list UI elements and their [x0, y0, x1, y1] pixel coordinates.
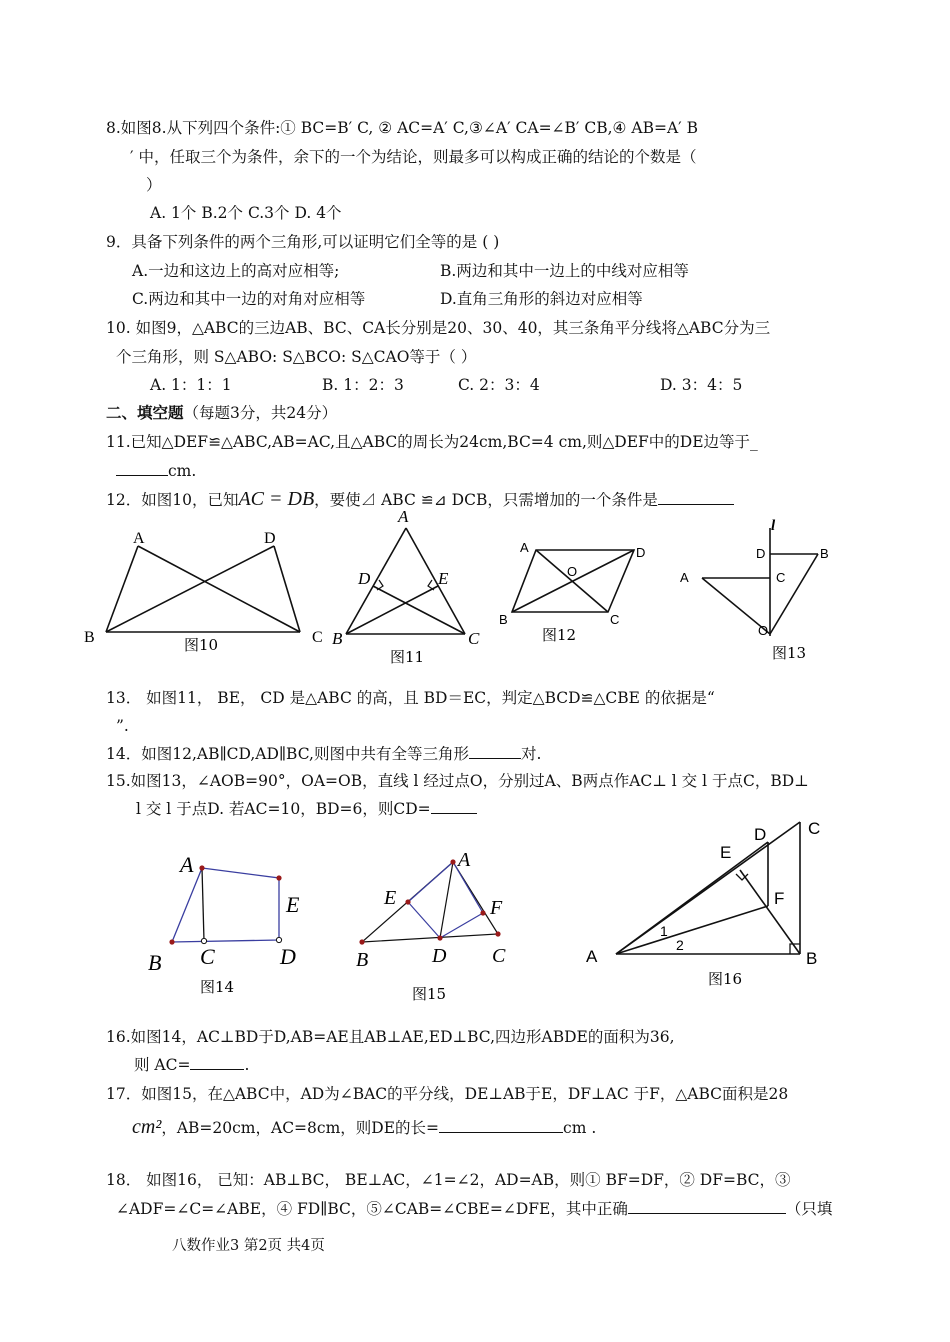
q15-text: l 交 l 于点D. 若AC=10，BD=6，则CD=	[136, 800, 431, 818]
q17-unit: cm²	[132, 1116, 162, 1138]
q16-answer-blank[interactable]	[190, 1055, 244, 1070]
fig15-label-d: D	[432, 945, 447, 967]
q17-answer-blank[interactable]	[439, 1118, 563, 1133]
q8-line1: 8.如图8.从下列四个条件:① BC=B′ C, ② AC=A′ C,③∠A′ CA=∠B′ CB,④ AB=A′ B	[106, 119, 698, 137]
fig16-label-angle2: 2	[676, 937, 684, 953]
fig12-label-d: D	[636, 545, 646, 560]
q13-line1: 13． 如图11， BE， CD 是△ABC 的高，且 BD＝EC，判定△BCD≌△CBE 的依据是“	[106, 689, 715, 707]
fig11-label-e: E	[438, 569, 449, 588]
q17-tail: cm .	[563, 1119, 597, 1137]
fig12-label-o: O	[567, 564, 578, 579]
fig16-caption: 图16	[708, 970, 743, 988]
fig15-label-a: A	[458, 849, 471, 871]
q10-option-c: C. 2：3：4	[458, 376, 540, 394]
fig15-label-f: F	[490, 897, 503, 919]
q10-option-b: B. 1：2：3	[322, 376, 404, 394]
q9-option-c: C.两边和其中一边的对角对应相等	[132, 290, 366, 308]
section-heading	[106, 403, 337, 423]
q8-line3: ）	[146, 176, 162, 194]
fig11-label-c: C	[468, 629, 480, 648]
fig11-label-a: A	[398, 507, 409, 526]
q12-mid: ，要使⊿ ABC ≌⊿ DCB，只需增加的一个条件是	[314, 491, 658, 509]
q10-line1: 10. 如图9，△ABC的三边AB、BC、CA长分别是20、30、40，其三条角平分线将△ABC分为三	[106, 319, 771, 337]
q17-line1: 17．如图15，在△ABC中，AD为∠BAC的平分线，DE⊥AB于E，DF⊥AC 于F，△ABC面积是28	[106, 1085, 789, 1103]
fig15-label-b: B	[356, 949, 369, 971]
q14-text: 14．如图12,AB∥CD,AD∥BC,则图中共有全等三角形	[106, 745, 469, 763]
fig14-label-d: D	[280, 944, 296, 969]
fig14-caption: 图14	[200, 978, 235, 996]
fig16-label-f: F	[774, 889, 785, 908]
q10-option-d: D. 3：4：5	[660, 376, 743, 394]
fig15-caption: 图15	[412, 985, 447, 1003]
q15-line1: 15.如图13，∠AOB=90°，OA=OB，直线 l 经过点O，分别过A、B两点作AC⊥ l 交 l 于点C，BD⊥	[106, 772, 809, 790]
fig16-label-d: D	[754, 825, 767, 844]
fig13-label-b: B	[820, 546, 829, 561]
fig14-label-b: B	[148, 950, 162, 975]
q10-line2: 个三角形，则 S△ABO: S△BCO: S△CAO等于（ ）	[116, 348, 477, 366]
fig12-label-c: C	[610, 612, 620, 627]
fig11-label-b: B	[332, 629, 343, 648]
q18-answer-blank[interactable]	[628, 1199, 786, 1214]
q15-answer-blank[interactable]	[431, 799, 477, 814]
fig13-label-o: O	[758, 623, 769, 638]
q14-tail: 对.	[520, 745, 542, 763]
q11-answer-blank[interactable]	[116, 461, 168, 476]
q18-text: ∠ADF=∠C=∠ABE，④ FD∥BC，⑤∠CAB=∠CBE=∠DFE，其中正确	[116, 1200, 628, 1218]
q17-text: ，AB=20cm，AC=8cm，则DE的长=	[161, 1119, 440, 1137]
q16-line2	[134, 1055, 249, 1075]
q16-line1: 16.如图14，AC⊥BD于D,AB=AE且AB⊥AE,ED⊥BC,四边形ABDE的面积为36,	[106, 1028, 675, 1046]
fig10-label-d: D	[264, 530, 276, 547]
q8-line2: ′ 中，任取三个为条件，余下的一个为结论，则最多可以构成正确的结论的个数是（	[130, 148, 697, 166]
fig15-label-c: C	[492, 945, 506, 967]
q12-condition: AC = DB	[238, 488, 315, 510]
fig10-label-c: C	[312, 629, 323, 646]
q18-line2	[116, 1199, 832, 1219]
fig16-label-b: B	[806, 949, 818, 968]
fig13-label-c: C	[776, 570, 786, 585]
fig14-label-e: E	[286, 892, 300, 917]
fig10-label-b: B	[84, 629, 95, 646]
figure-13	[672, 520, 848, 668]
q16-text: 则 AC=	[134, 1056, 191, 1074]
fig13-label-l: l	[771, 518, 776, 534]
figure-10	[78, 526, 323, 660]
fig12-caption: 图12	[542, 626, 577, 644]
page-footer: 八数作业3 第2页 共4页	[172, 1238, 325, 1254]
fig11-label-d: D	[358, 569, 371, 588]
fig16-label-e: E	[720, 843, 732, 862]
figure-12	[496, 536, 656, 650]
fig15-label-e: E	[384, 887, 397, 909]
q18-line1: 18． 如图16， 已知：AB⊥BC， BE⊥AC，∠1=∠2，AD=AB，则① BF=DF，② DF=BC，③	[106, 1171, 791, 1189]
fig10-label-a: A	[133, 530, 145, 547]
q11-line2	[116, 461, 196, 481]
fig14-label-a: A	[180, 852, 194, 877]
q9-option-a: A.一边和这边上的高对应相等;	[132, 262, 340, 280]
q11-line1: 11.已知△DEF≌△ABC,AB=AC,且△ABC的周长为24cm,BC=4 cm,则△DEF中的DE边等于_	[106, 433, 758, 451]
fig13-label-a: A	[680, 570, 689, 585]
q11-unit: cm.	[168, 462, 197, 480]
fig11-caption: 图11	[390, 648, 425, 666]
q8-options: A. 1个 B.2个 C.3个 D. 4个	[150, 204, 342, 222]
q9-option-d: D.直角三角形的斜边对应相等	[440, 290, 643, 308]
figure-15	[350, 842, 530, 1006]
figure-14	[140, 848, 320, 1000]
q15-line2	[136, 799, 477, 819]
fig13-caption: 图13	[772, 644, 807, 662]
figure-11	[328, 506, 488, 670]
section-note: （每题3分，共24分）	[183, 404, 338, 422]
fig13-label-d: D	[756, 546, 766, 561]
fig16-label-c: C	[808, 819, 821, 838]
fig12-label-b: B	[499, 612, 508, 627]
fig16-label-a: A	[586, 947, 598, 966]
fig12-label-a: A	[520, 540, 529, 555]
q16-tail: .	[244, 1056, 250, 1074]
q14-line	[106, 744, 541, 764]
q9-option-b: B.两边和其中一边上的中线对应相等	[440, 262, 689, 280]
q12-answer-blank[interactable]	[658, 490, 734, 505]
fig14-label-c: C	[200, 944, 215, 969]
q17-line2	[132, 1114, 596, 1141]
q18-tail: （只填	[785, 1200, 833, 1218]
fig10-caption: 图10	[184, 636, 219, 654]
figure-16	[580, 812, 850, 998]
q13-line2: ”.	[116, 717, 129, 735]
q10-option-a: A. 1：1：1	[150, 376, 232, 394]
section-title: 二、填空题	[106, 403, 184, 422]
q12-prefix: 12．如图10，已知	[106, 491, 239, 509]
q9-stem: 9．具备下列条件的两个三角形,可以证明它们全等的是 ( )	[106, 233, 500, 251]
fig16-label-angle1: 1	[660, 923, 668, 939]
q14-answer-blank[interactable]	[469, 744, 521, 759]
